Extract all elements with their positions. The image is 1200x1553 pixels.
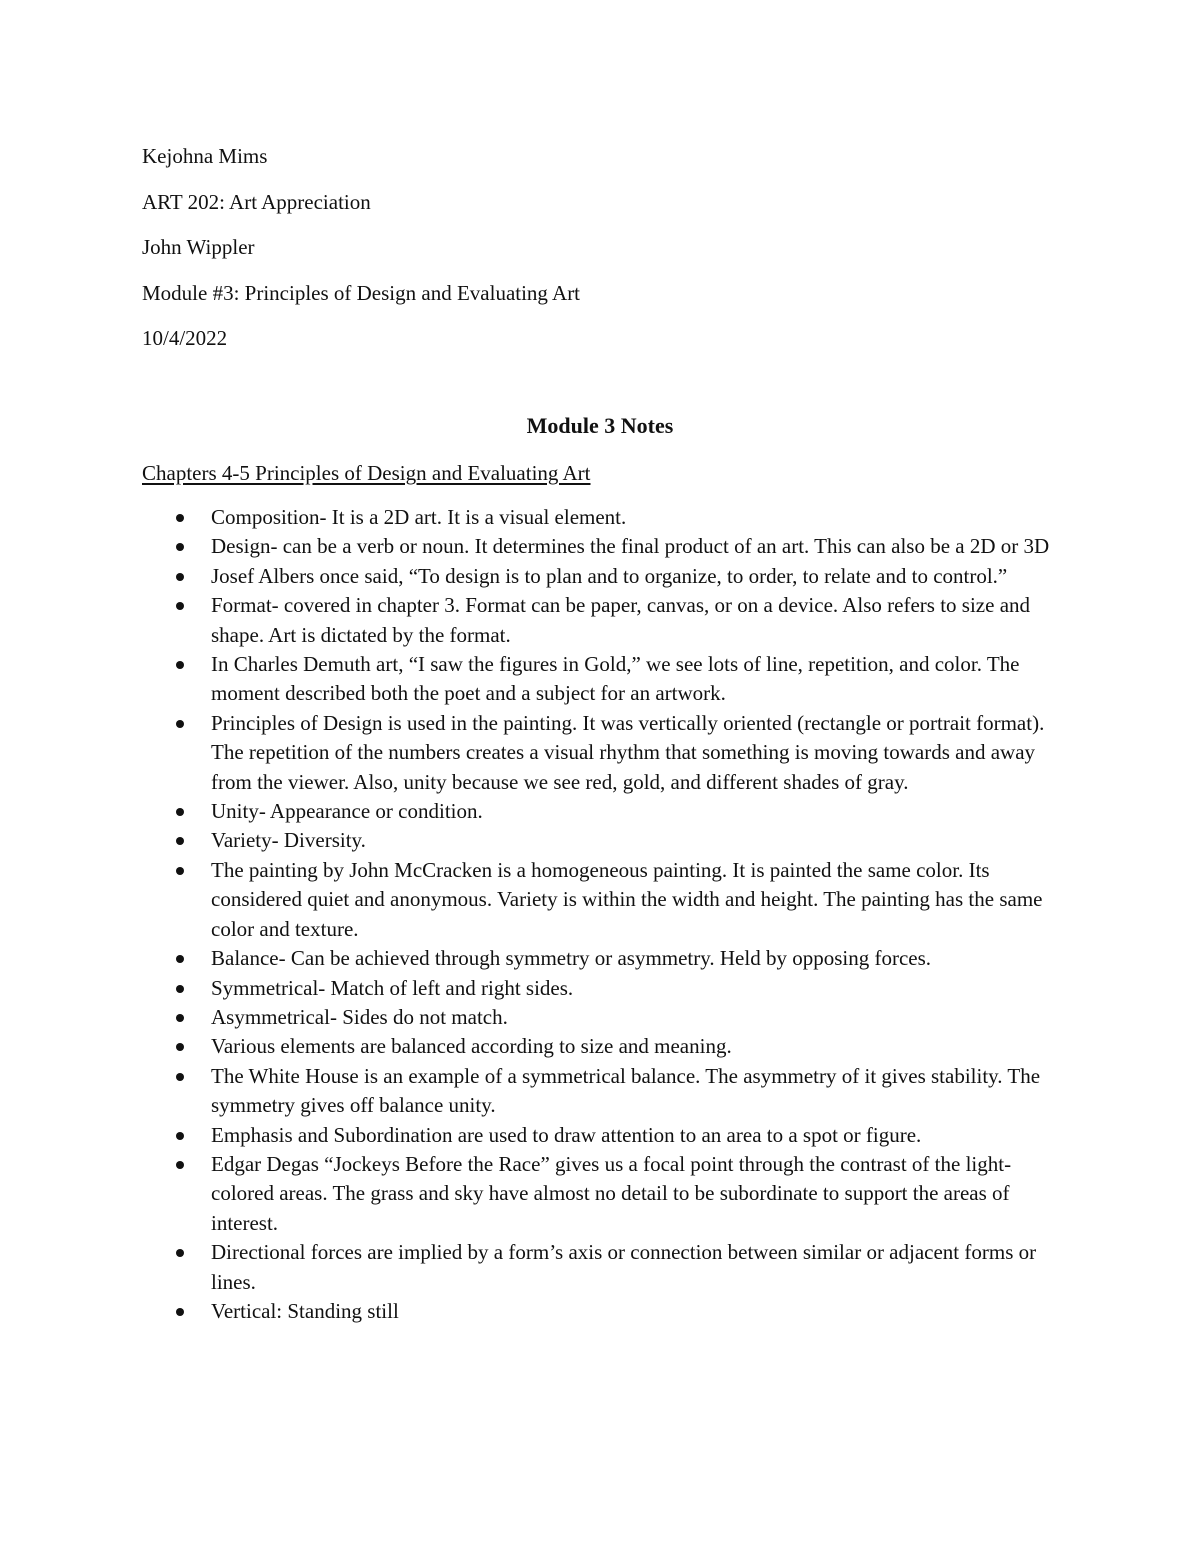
bullet-icon bbox=[176, 543, 184, 551]
list-item-text: Various elements are balanced according to size and meaning. bbox=[211, 1034, 732, 1059]
list-item bbox=[142, 1121, 1072, 1150]
bullet-icon bbox=[176, 720, 184, 728]
bullet-icon bbox=[176, 985, 184, 993]
list-item bbox=[142, 1238, 1072, 1297]
instructor-name: John Wippler bbox=[142, 235, 255, 259]
list-item-text: Emphasis and Subordination are used to draw attention to an area to a spot or figure. bbox=[211, 1122, 922, 1147]
list-item-text: Design- can be a verb or noun. It determines the final product of an art. This can also be a 2D or 3D bbox=[211, 534, 1050, 559]
document-date: 10/4/2022 bbox=[142, 326, 228, 350]
bullet-icon bbox=[176, 1308, 184, 1316]
list-item bbox=[142, 944, 1072, 973]
list-item-text: Balance- Can be achieved through symmetry or asymmetry. Held by opposing forces. bbox=[211, 946, 932, 971]
list-item-text: Edgar Degas “Jockeys Before the Race” gives us a focal point through the contrast of the light-colored areas. The grass and sky have almost no detail to be subordinate to support the areas of interest. bbox=[211, 1151, 1012, 1235]
list-item bbox=[142, 974, 1072, 1003]
list-item bbox=[142, 532, 1072, 561]
list-item bbox=[142, 1032, 1072, 1061]
list-item bbox=[142, 650, 1072, 709]
list-item-text: Symmetrical- Match of left and right sides. bbox=[211, 975, 574, 1000]
bullet-icon bbox=[176, 661, 184, 669]
list-item-text: Vertical: Standing still bbox=[211, 1298, 399, 1323]
notes-list bbox=[142, 503, 1072, 1326]
list-item-text: Principles of Design is used in the painting. It was vertically oriented (rectangle or portrait format). The repetition of the numbers creates a visual rhythm that something is moving towards and away from the viewer. Also, unity because we see red, gold, and different shades of gray. bbox=[211, 710, 1045, 794]
list-item bbox=[142, 503, 1072, 532]
bullet-icon bbox=[176, 808, 184, 816]
list-item-text: The White House is an example of a symmetrical balance. The asymmetry of it gives stability. The symmetry gives off balance unity. bbox=[211, 1063, 1041, 1118]
document-header bbox=[142, 141, 1062, 369]
list-item-text: Composition- It is a 2D art. It is a visual element. bbox=[211, 505, 627, 529]
list-item bbox=[142, 562, 1072, 591]
bullet-icon bbox=[176, 1161, 184, 1169]
list-item-text: In Charles Demuth art, “I saw the figures in Gold,” we see lots of line, repetition, and color. The moment described both the poet and a subject for an artwork. bbox=[211, 652, 1020, 706]
bullet-icon bbox=[176, 1073, 184, 1081]
list-item bbox=[142, 709, 1072, 797]
bullet-icon bbox=[176, 1014, 184, 1022]
course-name: ART 202: Art Appreciation bbox=[142, 189, 371, 214]
list-item bbox=[142, 591, 1072, 650]
author-name: Kejohna Mims bbox=[142, 144, 268, 168]
module-name: Module #3: Principles of Design and Evaluating Art bbox=[142, 280, 581, 305]
bullet-icon bbox=[176, 1132, 184, 1140]
list-item-text: Variety- Diversity. bbox=[211, 828, 366, 853]
bullet-icon bbox=[176, 602, 184, 610]
list-item bbox=[142, 1062, 1072, 1121]
bullet-icon bbox=[176, 1249, 184, 1257]
document-title: Module 3 Notes bbox=[526, 413, 674, 438]
list-item-text: Format- covered in chapter 3. Format can be paper, canvas, or on a device. Also refers to size and shape. Art is dictated by the format. bbox=[211, 593, 1031, 647]
list-item-text: Asymmetrical- Sides do not match. bbox=[211, 1004, 508, 1029]
bullet-icon bbox=[176, 867, 184, 875]
bullet-icon bbox=[176, 514, 184, 522]
list-item-text: Directional forces are implied by a form’s axis or connection between similar or adjacent forms or lines. bbox=[211, 1240, 1037, 1294]
list-item bbox=[142, 856, 1072, 944]
list-item bbox=[142, 1297, 1072, 1326]
list-item bbox=[142, 1150, 1072, 1238]
list-item-text: Josef Albers once said, “To design is to plan and to organize, to order, to relate and to control.” bbox=[211, 563, 1008, 588]
list-item bbox=[142, 826, 1072, 855]
section-heading: Chapters 4-5 Principles of Design and Evaluating Art bbox=[142, 461, 591, 485]
list-item bbox=[142, 797, 1072, 826]
list-item-text: Unity- Appearance or condition. bbox=[211, 799, 483, 824]
bullet-icon bbox=[176, 837, 184, 845]
bullet-icon bbox=[176, 955, 184, 963]
list-item bbox=[142, 1003, 1072, 1032]
bullet-icon bbox=[176, 1043, 184, 1051]
bullet-icon bbox=[176, 573, 184, 581]
list-item-text: The painting by John McCracken is a homogeneous painting. It is painted the same color. Its considered quiet and anonymous. Variety is within the width and height. The painting has the same color and texture. bbox=[211, 857, 1043, 941]
